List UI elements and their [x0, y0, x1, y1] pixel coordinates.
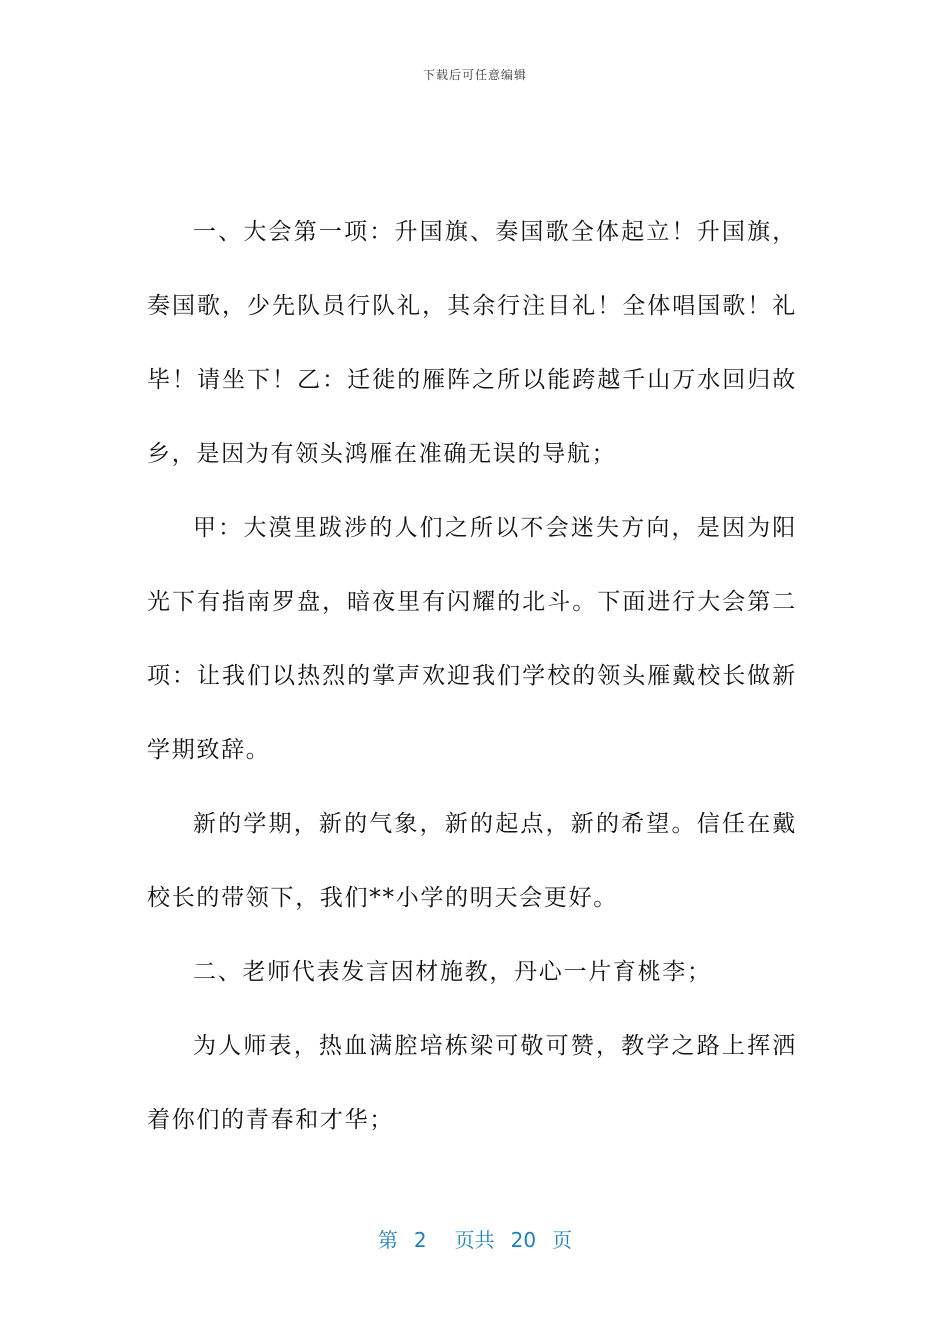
page-header-note: 下载后可任意编辑: [422, 68, 527, 82]
footer-middle: 页共: [454, 1228, 495, 1252]
paragraph: 甲：大漠里跋涉的人们之所以不会迷失方向，是因为阳光下有指南罗盘，暗夜里有闪耀的北斗。下面进行大会第二项：让我们以热烈的掌声欢迎我们学校的领头雁戴校长做新学期致辞。: [147, 515, 797, 763]
paragraph: 新的学期，新的气象，新的起点，新的希望。信任在戴校长的带领下，我们**小学的明天会更好。: [147, 811, 797, 911]
paragraph: 一、大会第一项：升国旗、奏国歌全体起立！升国旗，奏国歌，少先队员行队礼，其余行注目礼！全体唱国歌！礼毕！请坐下！乙：迁徙的雁阵之所以能跨越千山万水回归故乡，是因为有领头鸿雁在准确无误的导航；: [147, 219, 797, 467]
paragraph: 为人师表，热血满腔培栋梁可敬可赞，教学之路上挥洒着你们的青春和才华；: [147, 1033, 797, 1133]
footer-suffix: 页: [552, 1228, 573, 1252]
page-footer: [0, 1224, 950, 1253]
document-body: [147, 195, 797, 1157]
footer-prefix: 第: [377, 1228, 398, 1252]
current-page-number: 2: [413, 1228, 427, 1252]
total-pages-number: 20: [510, 1228, 537, 1252]
paragraph: 二、老师代表发言因材施教，丹心一片育桃李；: [193, 959, 712, 985]
